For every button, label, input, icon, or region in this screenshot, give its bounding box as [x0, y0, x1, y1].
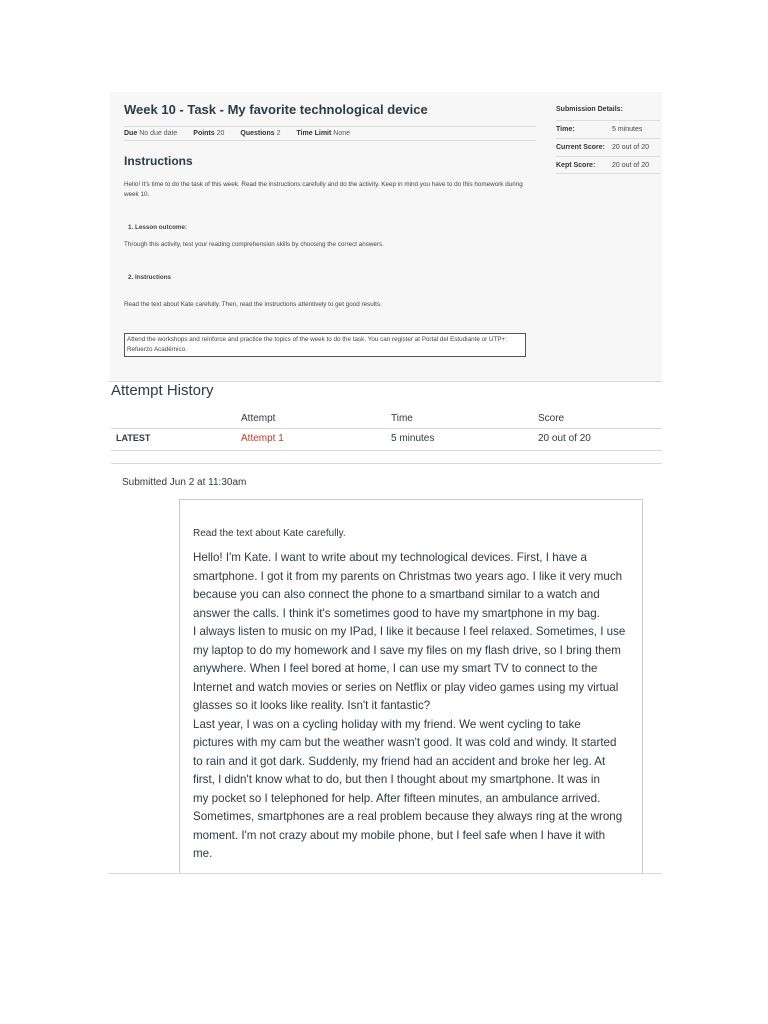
reading-line: pictures with my cam but the weather wasn't good. It was cold and windy. It started — [193, 736, 617, 749]
reading-body — [193, 549, 633, 864]
reading-line: moment. I'm not crazy about my mobile phone, but I feel safe when I have it with — [193, 828, 606, 842]
table-divider — [111, 463, 662, 464]
reading-line: me. — [193, 847, 213, 860]
reading-line: answer the calls. I think it's sometimes good to have my smartphone in my bag. — [193, 606, 600, 620]
submission-heading: Submission Details: — [556, 106, 623, 113]
instructions-heading: Instructions — [124, 154, 193, 168]
attempt-score: 20 out of 20 — [538, 433, 591, 444]
attempt-link[interactable]: Attempt 1 — [241, 433, 284, 444]
submitted-timestamp: Submitted Jun 2 at 11:30am — [122, 477, 247, 488]
workshop-note-box: Attend the workshops and reinforce and practice the topics of the week to do the task. You can register at Portal del Estudiante or UTP+: Refuerzo Académico. — [124, 333, 526, 357]
reading-line: to rain and it got dark. Suddenly, my friend had an accident and broke her leg. At — [193, 754, 606, 768]
reading-line: glasses so it looks like reality. Isn't it fantastic? — [193, 699, 431, 712]
reading-line: Internet and watch movies or series on Netflix or play video games using my virtual — [193, 680, 619, 694]
reading-line: Sometimes, smartphones are a real problem because they always ring at the wrong — [193, 810, 623, 823]
col-header-attempt: Attempt — [241, 413, 276, 424]
instructions-text: Read the text about Kate carefully. Then, read the instructions attentively to get good results. — [124, 301, 382, 308]
submission-row-kept-score: Kept Score: 20 out of 20 — [556, 156, 660, 174]
outcome-text: Through this activity, test your reading comprehension skills by choosing the correct answers. — [124, 241, 384, 248]
intro-text: Hello! It's time to do the task of this week. Read the instructions carefully and do the activity. Keep in mind you have to do this homework during week 10. — [124, 181, 523, 198]
reading-line: anywhere. When I feel bored at home, I can use my smart TV to connect to the — [193, 662, 598, 675]
reading-line: because you can also connect the phone to a smartband similar to a watch and — [193, 588, 600, 601]
meta-points: Points 20 — [193, 130, 225, 137]
reading-line: Hello! I'm Kate. I want to write about my technological devices. First, I have a — [193, 551, 588, 564]
row-label-latest: LATEST — [116, 433, 151, 443]
reading-line: my pocket so I telephoned for help. After fifteen minutes, an ambulance arrived. — [193, 791, 601, 805]
reading-line: first, I didn't know what to do, but then I thought about my smartphone. It was in — [193, 773, 600, 786]
submission-row-current-score: Current Score: 20 out of 20 — [556, 138, 660, 156]
meta-time-limit: Time Limit None — [296, 130, 351, 137]
submission-details — [556, 106, 660, 174]
attempt-time: 5 minutes — [391, 433, 435, 444]
task-screenshot — [110, 92, 662, 380]
outcome-heading: 1. Lesson outcome: — [128, 224, 188, 231]
table-divider — [111, 428, 662, 429]
reading-line: Last year, I was on a cycling holiday with my friend. We went cycling to take — [193, 717, 581, 731]
col-header-score: Score — [538, 413, 565, 424]
reading-line: smartphone. I got it from my parents on Christmas two years ago. I like it very much — [193, 569, 623, 583]
meta-due: Due No due date — [124, 130, 178, 137]
submission-row-time: Time: 5 minutes — [556, 120, 660, 138]
instructions-subheading: 2. Instructions — [128, 274, 172, 281]
bottom-divider — [108, 873, 662, 874]
attempt-history-heading: Attempt History — [111, 382, 214, 399]
reading-line: I always listen to music on my IPad, I like it because I feel relaxed. Sometimes, I use — [193, 625, 626, 638]
task-title: Week 10 - Task - My favorite technological device — [124, 102, 428, 117]
meta-questions: Questions 2 — [240, 130, 281, 137]
task-meta — [124, 126, 536, 141]
reading-passage-box — [179, 499, 643, 874]
reading-line: my laptop to do my homework and I save my files on my flash drive, so I bring them — [193, 643, 621, 657]
reading-intro: Read the text about Kate carefully. — [193, 528, 346, 539]
col-header-time: Time — [391, 413, 413, 424]
table-divider — [111, 450, 662, 451]
